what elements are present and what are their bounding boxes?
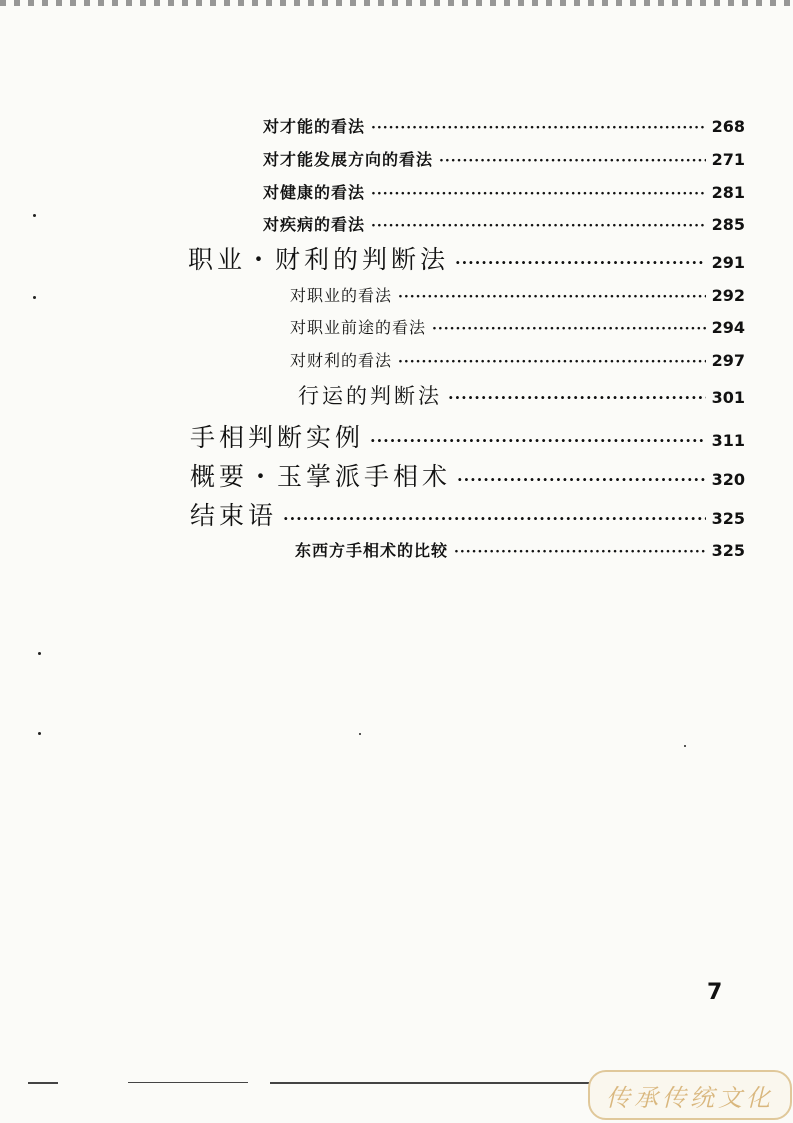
dot-leader (371, 186, 706, 202)
dot-leader (398, 289, 706, 305)
toc-entry (263, 114, 745, 137)
toc-entry-title: 对财利的看法 (290, 351, 393, 370)
dot-leader (457, 470, 706, 489)
dot-leader (439, 153, 706, 169)
dot-leader (455, 253, 706, 272)
page-number: 7 (707, 980, 723, 1005)
toc-entry (290, 348, 745, 371)
scan-speck (359, 733, 361, 735)
toc-entry (263, 212, 745, 235)
toc-entry-title: 对职业前途的看法 (290, 318, 427, 337)
toc-entry (295, 538, 745, 561)
scan-bottom-edge (28, 1082, 58, 1084)
scan-bottom-edge (270, 1082, 590, 1084)
scan-speck (33, 296, 36, 299)
toc-entry-title: 行运的判断法 (298, 384, 442, 408)
toc-section (298, 380, 745, 410)
toc-entry-page: 271 (711, 150, 745, 169)
toc-entry-title: 对疾病的看法 (263, 215, 366, 234)
toc-chapter (190, 418, 745, 454)
dot-leader (448, 388, 706, 407)
toc-entry-page: 281 (711, 183, 745, 202)
toc-entry-page: 320 (711, 470, 745, 489)
toc-entry-title: 对才能发展方向的看法 (263, 150, 434, 169)
toc-entry-title: 职业・财利的判断法 (188, 245, 450, 274)
scan-speck (33, 214, 36, 217)
scan-speck (684, 745, 686, 747)
toc-entry-page: 311 (711, 431, 745, 450)
toc-chapter (190, 457, 745, 493)
scan-speck (38, 652, 41, 655)
toc-chapter (190, 496, 745, 532)
dot-leader (454, 544, 706, 560)
toc-entry-page: 325 (711, 541, 745, 560)
toc-entry-title: 对才能的看法 (263, 117, 366, 136)
toc-entry-page: 285 (711, 215, 745, 234)
dot-leader (283, 509, 706, 528)
scan-speck (38, 732, 41, 735)
toc-entry-title: 对职业的看法 (290, 286, 393, 305)
toc-entry (263, 180, 745, 203)
toc-entry-page: 301 (711, 388, 745, 407)
toc-entry (290, 315, 745, 338)
toc-entry-page: 292 (711, 286, 745, 305)
dot-leader (370, 431, 706, 450)
toc-entry (263, 147, 745, 170)
toc-entry-page: 325 (711, 509, 745, 528)
toc-entry-title: 手相判断实例 (190, 423, 365, 452)
toc-entry-page: 291 (711, 253, 745, 272)
dot-leader (432, 321, 706, 337)
dot-leader (371, 120, 706, 136)
scan-bottom-edge (128, 1082, 248, 1083)
toc-entry-page: 294 (711, 318, 745, 337)
toc-entry-page: 268 (711, 117, 745, 136)
toc-entry-title: 结束语 (190, 501, 278, 530)
toc-entry-title: 对健康的看法 (263, 183, 366, 202)
dot-leader (371, 218, 706, 234)
toc-entry (290, 283, 745, 306)
toc-chapter (188, 240, 745, 276)
toc-entry-title: 东西方手相术的比较 (295, 541, 449, 560)
dot-leader (398, 354, 706, 370)
toc-entry-title: 概要・玉掌派手相术 (190, 462, 452, 491)
scan-top-edge (0, 0, 793, 6)
watermark-seal (588, 1070, 792, 1120)
toc-entry-page: 297 (711, 351, 745, 370)
watermark-text: 传承传统文化 (606, 1083, 774, 1112)
